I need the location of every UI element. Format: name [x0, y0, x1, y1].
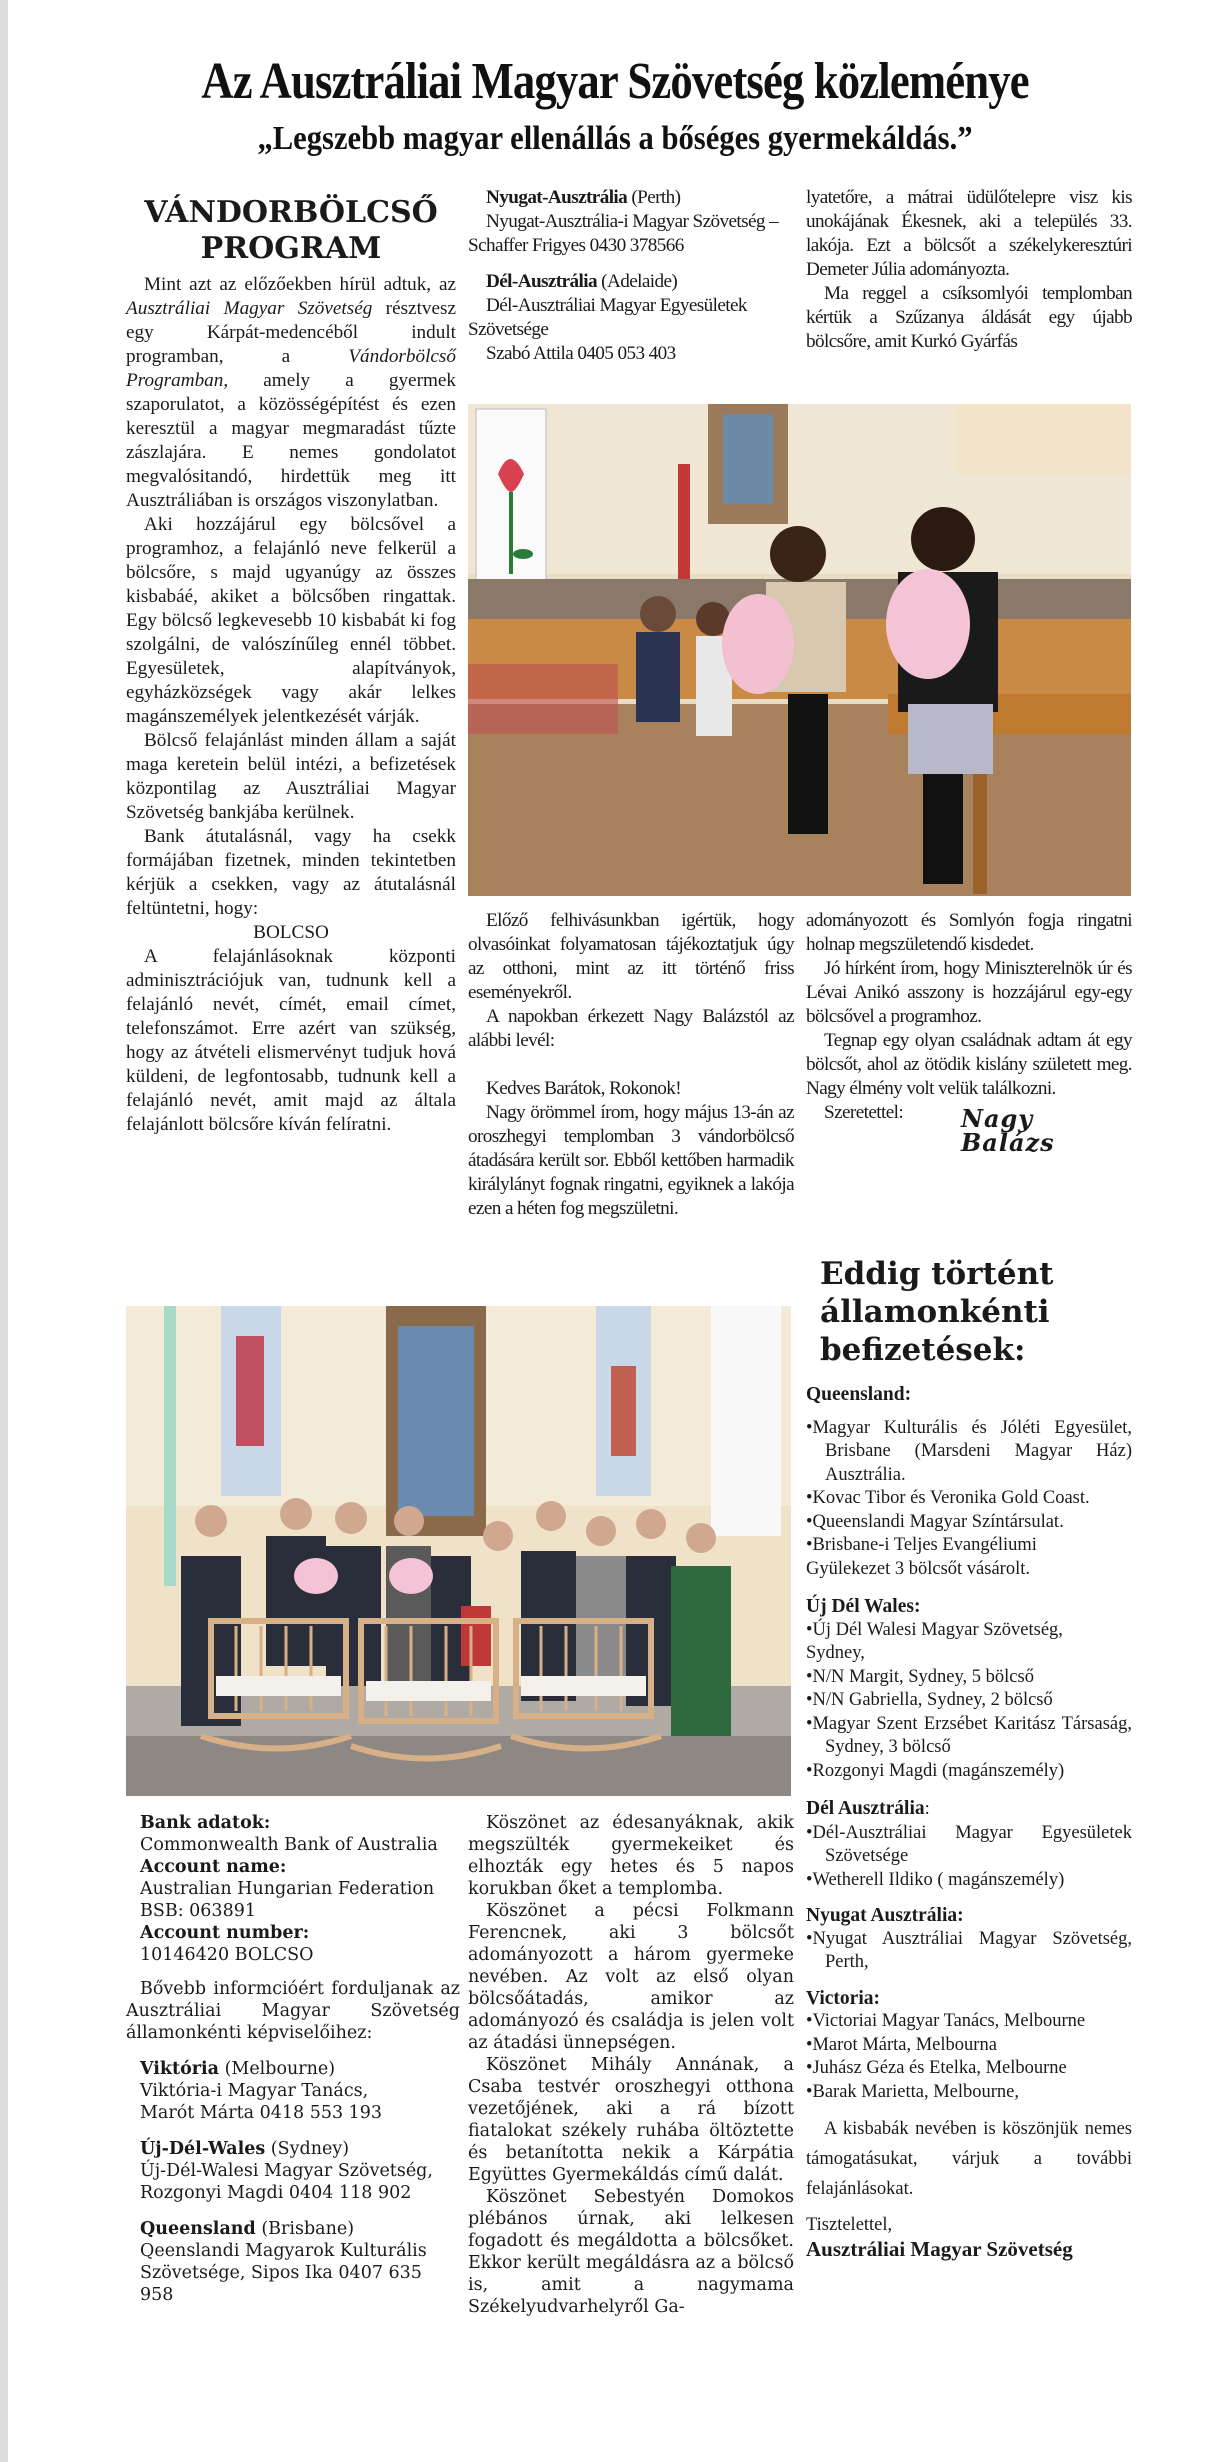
donor-item: •Új Dél Walesi Magyar Szövetség, [806, 1619, 1063, 1640]
photo-group-with-cradles [126, 1306, 791, 1796]
paragraph: Aki hozzájárul egy bölcsővel a programhoz, a felajánló neve felkerül a bölcsőre, s majd ugyanúgy az összes kisbabáé, akiket a bölcsőben ringattak. Egy bölcső legkevesebb 10 kisbabát ki fog szolgálni, de valószínűleg ennél többet. Egyesületek, alapítványok, egyházközségek vagy akár lelkes magánszemélyek jelentkezését várják. [126, 514, 456, 727]
section-heading-vandorbolcso [126, 195, 456, 267]
donor-item: •Magyar Szent Erzsébet Karitász Társaság, Sydney, 3 bölcső [806, 1713, 1132, 1757]
bank-label: Bank adatok: [140, 1813, 271, 1833]
rep-vic-org: Viktória-i Magyar Tanács, [140, 2081, 369, 2101]
donor-item: Sydney, [806, 1643, 865, 1663]
paragraph: lyatetőre, a mátrai üdülőtelepre visz kis unokájának Ékesnek, aki a település 33. lakója. Ezt a bölcsőt a székelykeresztúri Demeter Júlia adományozta. [806, 187, 1132, 280]
paragraph: Nagy örömmel írom, hogy május 13-án az oroszhegyi templomban 3 vándorbölcső átadására került sor. Ebből kettőben harmadik királylányt fognak ringatni, egyiknek a lakója ezen a héten fog megszületni. [468, 1102, 794, 1219]
state-heading-wa: Nyugat Ausztrália: [806, 1905, 964, 1926]
account-name-label: Account name: [140, 1857, 287, 1877]
column-1-article [126, 195, 456, 1137]
state-heading-sa: Dél Ausztrália: [806, 1798, 930, 1819]
paragraph: Bank átutalásnál, vagy ha csekk formájában fizetnek, minden tekintetben kérjük a csekken, vagy az átutalásnál feltüntetni, hogy: [126, 826, 456, 919]
baby-pink [886, 569, 970, 679]
column-2-thanks [468, 1812, 794, 2318]
donations-heading [820, 1255, 1132, 1369]
letter-closing: Szeretettel: [824, 1102, 904, 1123]
info-paragraph: Bővebb informcióért forduljanak az Ausztráliai Magyar Szövetség államonkénti képviselőihez: [126, 1979, 460, 2043]
page-edge [0, 0, 8, 2462]
column-2-contacts [468, 186, 794, 366]
donor-item: •Dél-Ausztráliai Magyar Egyesületek Szövetsége [806, 1822, 1132, 1866]
column-2-letter [468, 909, 794, 1221]
rep-nsw-org: Új-Dél-Walesi Magyar Szövetség, [140, 2161, 433, 2181]
donor-item: •N/N Gabriella, Sydney, 2 bölcső [806, 1690, 1053, 1710]
heading-line: VÁNDORBÖLCSŐ [144, 195, 438, 230]
donor-item: •Victoriai Magyar Tanács, Melbourne [806, 2011, 1086, 2031]
paragraph: Köszönet Mihály Annának, a Csaba testvér oroszhegyi otthona vezetőjének, aki a rá bízott fiatalokat székely ruhába öltöztette és betanította nekik a Kárpátia Együttes Gyermekáldás című dalát. [468, 2055, 794, 2185]
bsb: BSB: 063891 [140, 1901, 256, 1921]
donor-item: •Wetherell Ildiko ( magánszemély) [806, 1869, 1065, 1890]
heading-line: Eddig történt [820, 1256, 1054, 1292]
signature: Nagy Balázs [961, 1104, 1055, 1157]
paragraph: Jó hírként írom, hogy Miniszterelnök úr és Lévai Anikó asszony is hozzájárul egy-egy bölcsővel a programhoz. [806, 958, 1132, 1027]
rep-nsw-heading: Új-Dél-Wales (Sydney) [140, 2139, 350, 2159]
thanks-paragraph: A kisbabák nevében is köszönjük nemes támogatásukat, várjuk a további felajánlásokat. [806, 2119, 1132, 2199]
regards: Tisztelettel, [806, 2215, 893, 2235]
donor-item: •Queenslandi Magyar Színtársulat. [806, 1511, 1064, 1532]
contact-heading-sa: Dél-Ausztrália (Adelaide) [486, 271, 678, 292]
paragraph: A napokban érkezett Nagy Balázstól az alábbi levél: [468, 1006, 794, 1051]
state-heading-nsw: Új Dél Wales: [806, 1596, 921, 1617]
donations-section [806, 1255, 1132, 2261]
donor-item: •Juhász Géza és Etelka, Melbourne [806, 2058, 1067, 2078]
rep-nsw-contact: Rozgonyi Magdi 0404 118 902 [140, 2183, 412, 2203]
state-heading-queensland: Queensland: [806, 1384, 912, 1405]
paragraph: Mint azt az előzőekben hírül adtuk, az Ausztráliai Magyar Szövetség résztvesz egy Kárpát-medencéből indult programban, a Vándorbölcső Programban, amely a gyermek szaporulatot, a közösségépítést és ezen keresztül a magyar megmaradást tűzte zászlajára. E nemes gondolatot megvalósitandó, hirdettük meg itt Ausztráliában is országos viszonylatban. [126, 274, 456, 511]
page-title: Az Ausztráliai Magyar Szövetség közleménye [201, 53, 1029, 110]
photo-mothers-in-church [468, 404, 1131, 896]
rep-qld-org: Qeenslandi Magyarok Kulturális [140, 2241, 427, 2261]
photo-illustration [126, 1306, 791, 1796]
donor-item: •N/N Margit, Sydney, 5 bölcső [806, 1666, 1034, 1687]
contact-text: Dél-Ausztráliai Magyar Egyesületek Szövetsége [468, 295, 747, 340]
contact-heading-wa: Nyugat-Ausztrália (Perth) [486, 187, 681, 208]
contact-phone: Szabó Attila 0405 053 403 [486, 343, 676, 364]
bank-name: Commonwealth Bank of Australia [140, 1835, 438, 1855]
contact-text: Nyugat-Ausztrália-i Magyar Szövetség – Schaffer Frigyes 0430 378566 [468, 211, 779, 256]
rep-qld-contact: Szövetsége, Sipos Ika 0407 635 958 [140, 2263, 422, 2305]
payment-reference: BOLCSO [253, 922, 329, 943]
donor-item: •Rozgonyi Magdi (magánszemély) [806, 1760, 1065, 1781]
donor-item: Gyülekezet 3 bölcsőt vásárolt. [806, 1558, 1030, 1579]
baby-pink [722, 594, 794, 694]
paragraph: Tegnap egy olyan családnak adtam át egy bölcsőt, ahol az ötödik kislány született meg. Nagy élmény volt velük találkozni. [806, 1030, 1132, 1099]
donor-item: •Magyar Kulturális és Jóléti Egyesület, Brisbane (Marsdeni Magyar Ház) Ausztrália. [806, 1417, 1132, 1485]
paragraph: Köszönet az édesanyáknak, akik megszülték gyermekeiket és elhozták egy hetes és 5 napos korukban őket a templomba. [468, 1813, 794, 1899]
donor-item: •Brisbane-i Teljes Evangéliumi [806, 1535, 1037, 1555]
account-number-label: Account number: [140, 1923, 310, 1943]
paragraph: adományozott és Somlyón fogja ringatni holnap megszületendő kisdedet. [806, 910, 1132, 955]
paragraph: Előző felhivásunkban igértük, hogy olvasóinkat folyamatosan tájékoztatjuk úgy az otthoni, mint az itt történő friss eseményekről. [468, 910, 794, 1003]
paragraph: Köszönet Sebestyén Domokos plébános úrnak, aki lelkesen fogadott és megáldotta a bölcsőket. Ekkor került megáldásra az a bölcső is, amit a nagymama Székelyudvarhelyről Ga- [468, 2187, 794, 2317]
page-subtitle: „Legszebb magyar ellenállás a bőséges gyermekáldás.” [257, 120, 973, 157]
organization-signature: Ausztráliai Magyar Szövetség [806, 2236, 1073, 2261]
donor-item: •Nyugat Ausztráliai Magyar Szövetség, Perth, [806, 1928, 1132, 1972]
donor-item: •Barak Marietta, Melbourne, [806, 2081, 1019, 2102]
account-number: 10146420 BOLCSO [140, 1945, 314, 1965]
donor-item: •Marot Márta, Melbourna [806, 2034, 997, 2055]
photo-illustration [468, 404, 1131, 896]
heading-line: PROGRAM [200, 231, 382, 266]
paragraph: Köszönet a pécsi Folkmann Ferencnek, aki 3 bölcsőt adományozott a három gyermeke nevében. Az volt az első olyan bölcsőátadás, amikor az adományozó és családja is jelen volt az átadási ünnepségen. [468, 1901, 794, 2053]
account-name: Australian Hungarian Federation [140, 1879, 435, 1899]
column-3-top [806, 186, 1132, 354]
paragraph: Bölcső felajánlást minden állam a saját maga keretein belül intézi, a befizetések központilag az Ausztráliai Magyar Szövetség bankjába kerülnek. [126, 730, 456, 823]
state-heading-vic: Victoria: [806, 1987, 880, 2009]
donor-item: •Kovac Tibor és Veronika Gold Coast. [806, 1488, 1090, 1508]
paragraph: A felajánlásoknak központi adminisztrációjuk van, tudnunk kell a felajánló nevét, címét, email címet, telefonszámot. Erre azért van szükség, hogy az átvételi elismervényt tudjuk hová küldeni, de legfontosabb, tudnunk kell a felajánló nevét, amit majd az általa felajánlott bölcsőre kíván felíratni. [126, 946, 456, 1135]
paragraph: Ma reggel a csíksomlyói templomban kértük a Szűzanya áldását egy újabb bölcsőre, amit Kurkó Gyárfás [806, 283, 1132, 352]
column-3-letter [806, 909, 1132, 1155]
heading-line: államonkénti [820, 1294, 1050, 1330]
rep-qld-heading: Queensland (Brisbane) [140, 2219, 355, 2239]
heading-line: befizetések: [820, 1332, 1026, 1368]
bank-details [126, 1812, 460, 2306]
letter-greeting: Kedves Barátok, Rokonok! [486, 1078, 682, 1099]
rep-vic-heading: Viktória (Melbourne) [140, 2059, 336, 2079]
rep-vic-contact: Marót Márta 0418 553 193 [140, 2103, 383, 2123]
